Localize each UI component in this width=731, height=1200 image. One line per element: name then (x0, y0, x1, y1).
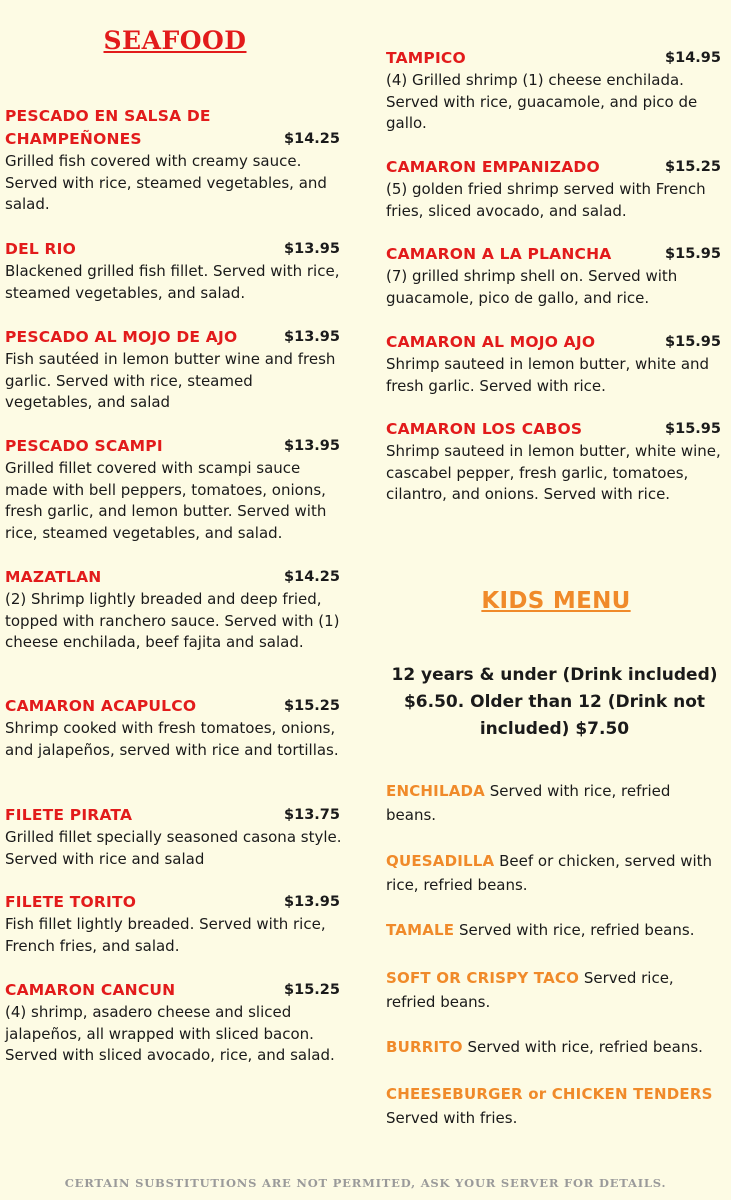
kids-item-description: Served with fries. (386, 1109, 518, 1127)
item-description: Grilled fillet covered with scampi sauce made with bell peppers, tomatoes, onions, fresh garlic, and lemon butter. Served with rice, steamed vegetables, and salad. (5, 459, 327, 542)
kids-item-name: ENCHILADA (386, 782, 485, 800)
item-name: PESCADO SCAMPI (5, 437, 163, 455)
item-description: (5) golden fried shrimp served with French fries, sliced avocado, and salad. (386, 180, 706, 220)
kids-item-name: QUESADILLA (386, 852, 495, 870)
menu-item (386, 418, 723, 506)
menu-item (5, 695, 342, 761)
item-description: (4) shrimp, asadero cheese and sliced jalapeños, all wrapped with sliced bacon. Served with sliced avocado, rice, and salad. (5, 1003, 335, 1064)
kids-item (386, 1082, 723, 1130)
item-price: $13.95 (284, 438, 340, 454)
kids-item (386, 918, 723, 942)
kids-item-description: Served with rice, refried beans. (462, 1038, 703, 1056)
item-name: TAMPICO (386, 49, 466, 67)
kids-item (386, 966, 723, 1014)
item-price: $15.95 (665, 246, 721, 262)
menu-item (386, 243, 723, 309)
item-name: CAMARON EMPANIZADO (386, 158, 600, 176)
menu-item (5, 566, 342, 654)
kids-item (386, 849, 723, 897)
item-name: CAMARON A LA PLANCHA (386, 245, 612, 263)
kids-item-description: Beef or chicken, served with rice, refried beans. (386, 852, 713, 894)
item-name: CAMARON ACAPULCO (5, 697, 197, 715)
item-description: (4) Grilled shrimp (1) cheese enchilada. Served with rice, guacamole, and pico de gallo. (386, 71, 698, 132)
item-name: CAMARON CANCUN (5, 981, 176, 999)
menu-item (386, 331, 723, 397)
right-column (386, 0, 723, 1200)
item-name: PESCADO EN SALSA DE CHAMPEÑONES (5, 107, 211, 148)
item-price: $14.25 (284, 131, 340, 147)
kids-item-description: Served with rice, refried beans. (386, 782, 671, 824)
item-description: (2) Shrimp lightly breaded and deep fried, topped with ranchero sauce. Served with (1) cheese enchilada, beef fajita and salad. (5, 590, 340, 651)
item-description: Grilled fillet specially seasoned casona style. Served with rice and salad (5, 828, 342, 868)
kids-item-name: CHEESEBURGER or CHICKEN TENDERS (386, 1085, 713, 1103)
menu-item (386, 47, 723, 135)
item-price: $15.95 (665, 334, 721, 350)
item-name: FILETE TORITO (5, 893, 137, 911)
kids-item-name: TAMALE (386, 921, 455, 939)
menu-item (5, 326, 342, 414)
item-price: $14.25 (284, 569, 340, 585)
item-price: $13.75 (284, 807, 340, 823)
menu-item (386, 156, 723, 222)
item-price: $15.95 (665, 421, 721, 437)
footer-note: CERTAIN SUBSTITUTIONS ARE NOT PERMITED, ASK YOUR SERVER FOR DETAILS. (64, 1176, 667, 1190)
item-price: $14.95 (665, 50, 721, 66)
item-description: Blackened grilled fish fillet. Served with rice, steamed vegetables, and salad. (5, 262, 340, 302)
kids-item-description: Served rice, refried beans. (386, 969, 674, 1011)
item-name: CAMARON LOS CABOS (386, 420, 583, 438)
item-name: CAMARON AL MOJO AJO (386, 333, 596, 351)
menu-item (5, 804, 342, 870)
item-description: Shrimp cooked with fresh tomatoes, onions, and jalapeños, served with rice and tortillas. (5, 719, 339, 759)
item-price: $15.25 (284, 982, 340, 998)
item-price: $13.95 (284, 329, 340, 345)
item-description: Shrimp sauteed in lemon butter, white wine, cascabel pepper, fresh garlic, tomatoes, cilantro, and onions. Served with rice. (386, 442, 721, 503)
item-name: MAZATLAN (5, 568, 102, 586)
seafood-title: SEAFOOD (103, 26, 247, 55)
item-description: Shrimp sauteed in lemon butter, white and fresh garlic. Served with rice. (386, 355, 710, 395)
kids-menu-title: KIDS MENU (481, 588, 631, 614)
kids-item (386, 779, 723, 827)
item-price: $15.25 (284, 698, 340, 714)
item-description: Grilled fish covered with creamy sauce. Served with rice, steamed vegetables, and salad. (5, 152, 327, 213)
item-name: PESCADO AL MOJO DE AJO (5, 328, 238, 346)
menu-item (5, 105, 342, 216)
item-price: $15.25 (665, 159, 721, 175)
item-description: (7) grilled shrimp shell on. Served with guacamole, pico de gallo, and rice. (386, 267, 678, 307)
item-description: Fish sautéed in lemon butter wine and fresh garlic. Served with rice, steamed vegetables, and salad (5, 350, 336, 411)
item-price: $13.95 (284, 894, 340, 910)
item-name: FILETE PIRATA (5, 806, 133, 824)
item-name: DEL RIO (5, 240, 77, 258)
menu-item (5, 435, 342, 544)
menu-item (5, 238, 342, 304)
kids-item-name: SOFT OR CRISPY TACO (386, 969, 580, 987)
left-column (5, 0, 342, 1200)
kids-item-description: Served with rice, refried beans. (454, 921, 695, 939)
menu-item (5, 979, 342, 1067)
item-description: Fish fillet lightly breaded. Served with rice, French fries, and salad. (5, 915, 326, 955)
kids-item (386, 1035, 723, 1059)
item-price: $13.95 (284, 241, 340, 257)
kids-menu-note: 12 years & under (Drink included) $6.50. Older than 12 (Drink not included) $7.50 (391, 665, 718, 739)
kids-item-name: BURRITO (386, 1038, 463, 1056)
menu-item (5, 891, 342, 957)
